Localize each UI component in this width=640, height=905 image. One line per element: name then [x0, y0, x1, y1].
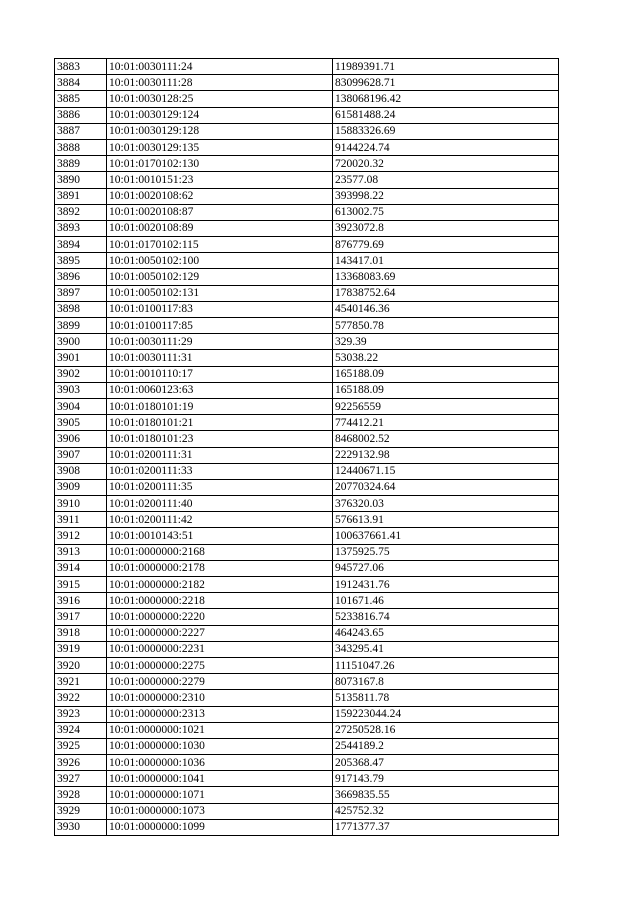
row-number-cell: 3906	[55, 431, 107, 447]
cadastral-number-cell: 10:01:0030111:29	[107, 334, 333, 350]
row-number-cell: 3889	[55, 156, 107, 172]
row-number-cell: 3892	[55, 204, 107, 220]
value-cell: 3669835.55	[333, 787, 559, 803]
cadastral-number-cell: 10:01:0000000:2310	[107, 690, 333, 706]
table-row	[55, 220, 559, 236]
table-row	[55, 204, 559, 220]
table-row	[55, 544, 559, 560]
cadastral-number-cell: 10:01:0030111:24	[107, 59, 333, 75]
value-cell: 17838752.64	[333, 285, 559, 301]
table-row	[55, 269, 559, 285]
table-row	[55, 609, 559, 625]
row-number-cell: 3919	[55, 641, 107, 657]
row-number-cell: 3900	[55, 334, 107, 350]
value-cell: 8073167.8	[333, 674, 559, 690]
table-row	[55, 722, 559, 738]
value-cell: 425752.32	[333, 803, 559, 819]
value-cell: 613002.75	[333, 204, 559, 220]
table-row	[55, 787, 559, 803]
value-cell: 159223044.24	[333, 706, 559, 722]
cadastral-number-cell: 10:01:0000000:2168	[107, 544, 333, 560]
cadastral-number-cell: 10:01:0000000:1030	[107, 738, 333, 754]
value-cell: 464243.65	[333, 625, 559, 641]
row-number-cell: 3908	[55, 463, 107, 479]
value-cell: 101671.46	[333, 593, 559, 609]
row-number-cell: 3904	[55, 398, 107, 414]
cadastral-number-cell: 10:01:0200111:35	[107, 479, 333, 495]
cadastral-number-cell: 10:01:0030129:124	[107, 107, 333, 123]
row-number-cell: 3926	[55, 755, 107, 771]
row-number-cell: 3918	[55, 625, 107, 641]
row-number-cell: 3922	[55, 690, 107, 706]
cadastral-number-cell: 10:01:0000000:2220	[107, 609, 333, 625]
value-cell: 2229132.98	[333, 447, 559, 463]
row-number-cell: 3896	[55, 269, 107, 285]
row-number-cell: 3886	[55, 107, 107, 123]
value-cell: 917143.79	[333, 771, 559, 787]
table-row	[55, 398, 559, 414]
row-number-cell: 3884	[55, 75, 107, 91]
row-number-cell: 3915	[55, 577, 107, 593]
cadastral-number-cell: 10:01:0000000:2218	[107, 593, 333, 609]
row-number-cell: 3898	[55, 301, 107, 317]
row-number-cell: 3905	[55, 415, 107, 431]
table-row	[55, 123, 559, 139]
value-cell: 138068196.42	[333, 91, 559, 107]
table-row	[55, 91, 559, 107]
value-cell: 5135811.78	[333, 690, 559, 706]
value-cell: 8468002.52	[333, 431, 559, 447]
cadastral-number-cell: 10:01:0020108:62	[107, 188, 333, 204]
cadastral-number-cell: 10:01:0000000:2182	[107, 577, 333, 593]
row-number-cell: 3883	[55, 59, 107, 75]
cadastral-number-cell: 10:01:0180101:23	[107, 431, 333, 447]
table-row	[55, 188, 559, 204]
value-cell: 376320.03	[333, 496, 559, 512]
table-row	[55, 382, 559, 398]
value-cell: 3923072.8	[333, 220, 559, 236]
row-number-cell: 3910	[55, 496, 107, 512]
row-number-cell: 3897	[55, 285, 107, 301]
row-number-cell: 3887	[55, 123, 107, 139]
value-cell: 576613.91	[333, 512, 559, 528]
value-cell: 2544189.2	[333, 738, 559, 754]
table-row	[55, 625, 559, 641]
table-row	[55, 156, 559, 172]
row-number-cell: 3917	[55, 609, 107, 625]
table-row	[55, 431, 559, 447]
row-number-cell: 3912	[55, 528, 107, 544]
row-number-cell: 3893	[55, 220, 107, 236]
table-row	[55, 657, 559, 673]
value-cell: 165188.09	[333, 366, 559, 382]
value-cell: 577850.78	[333, 318, 559, 334]
table-row	[55, 139, 559, 155]
value-cell: 13368083.69	[333, 269, 559, 285]
cadastral-number-cell: 10:01:0010151:23	[107, 172, 333, 188]
table-row	[55, 366, 559, 382]
value-cell: 5233816.74	[333, 609, 559, 625]
cadastral-number-cell: 10:01:0000000:2178	[107, 560, 333, 576]
cadastral-number-cell: 10:01:0000000:1073	[107, 803, 333, 819]
cadastral-number-cell: 10:01:0020108:89	[107, 220, 333, 236]
value-cell: 4540146.36	[333, 301, 559, 317]
table-row	[55, 803, 559, 819]
value-cell: 53038.22	[333, 350, 559, 366]
table-row	[55, 819, 559, 835]
table-row	[55, 528, 559, 544]
value-cell: 165188.09	[333, 382, 559, 398]
table-row	[55, 334, 559, 350]
cadastral-number-cell: 10:01:0000000:1071	[107, 787, 333, 803]
cadastral-number-cell: 10:01:0000000:2279	[107, 674, 333, 690]
row-number-cell: 3927	[55, 771, 107, 787]
value-cell: 9144224.74	[333, 139, 559, 155]
row-number-cell: 3888	[55, 139, 107, 155]
cadastral-number-cell: 10:01:0010143:51	[107, 528, 333, 544]
cadastral-number-cell: 10:01:0010110:17	[107, 366, 333, 382]
row-number-cell: 3913	[55, 544, 107, 560]
cadastral-number-cell: 10:01:0170102:115	[107, 237, 333, 253]
value-cell: 61581488.24	[333, 107, 559, 123]
table-row	[55, 593, 559, 609]
row-number-cell: 3930	[55, 819, 107, 835]
row-number-cell: 3929	[55, 803, 107, 819]
value-cell: 100637661.41	[333, 528, 559, 544]
row-number-cell: 3894	[55, 237, 107, 253]
cadastral-number-cell: 10:01:0000000:1036	[107, 755, 333, 771]
value-cell: 15883326.69	[333, 123, 559, 139]
cadastral-number-cell: 10:01:0000000:2313	[107, 706, 333, 722]
table-row	[55, 496, 559, 512]
row-number-cell: 3885	[55, 91, 107, 107]
row-number-cell: 3920	[55, 657, 107, 673]
cadastral-number-cell: 10:01:0000000:1099	[107, 819, 333, 835]
value-cell: 393998.22	[333, 188, 559, 204]
row-number-cell: 3924	[55, 722, 107, 738]
row-number-cell: 3895	[55, 253, 107, 269]
table-row	[55, 560, 559, 576]
cadastral-number-cell: 10:01:0050102:129	[107, 269, 333, 285]
cadastral-number-cell: 10:01:0000000:2231	[107, 641, 333, 657]
cadastral-number-cell: 10:01:0030111:31	[107, 350, 333, 366]
value-cell: 20770324.64	[333, 479, 559, 495]
table-row	[55, 706, 559, 722]
row-number-cell: 3916	[55, 593, 107, 609]
value-cell: 1771377.37	[333, 819, 559, 835]
cadastral-number-cell: 10:01:0200111:40	[107, 496, 333, 512]
cadastral-number-cell: 10:01:0100117:83	[107, 301, 333, 317]
value-cell: 1375925.75	[333, 544, 559, 560]
cadastral-number-cell: 10:01:0060123:63	[107, 382, 333, 398]
row-number-cell: 3890	[55, 172, 107, 188]
table-row	[55, 285, 559, 301]
value-cell: 23577.08	[333, 172, 559, 188]
cadastral-number-cell: 10:01:0000000:1041	[107, 771, 333, 787]
cadastral-number-cell: 10:01:0050102:131	[107, 285, 333, 301]
value-cell: 720020.32	[333, 156, 559, 172]
cadastral-number-cell: 10:01:0200111:33	[107, 463, 333, 479]
row-number-cell: 3907	[55, 447, 107, 463]
value-cell: 1912431.76	[333, 577, 559, 593]
cadastral-number-cell: 10:01:0180101:19	[107, 398, 333, 414]
table-row	[55, 318, 559, 334]
table-body	[55, 59, 559, 836]
cadastral-number-cell: 10:01:0050102:100	[107, 253, 333, 269]
value-cell: 205368.47	[333, 755, 559, 771]
cadastral-number-cell: 10:01:0030129:135	[107, 139, 333, 155]
value-cell: 92256559	[333, 398, 559, 414]
cadastral-number-cell: 10:01:0100117:85	[107, 318, 333, 334]
table-row	[55, 237, 559, 253]
row-number-cell: 3921	[55, 674, 107, 690]
row-number-cell: 3911	[55, 512, 107, 528]
value-cell: 83099628.71	[333, 75, 559, 91]
value-cell: 143417.01	[333, 253, 559, 269]
value-cell: 12440671.15	[333, 463, 559, 479]
row-number-cell: 3903	[55, 382, 107, 398]
value-cell: 343295.41	[333, 641, 559, 657]
cadastral-number-cell: 10:01:0030128:25	[107, 91, 333, 107]
row-number-cell: 3923	[55, 706, 107, 722]
value-cell: 11151047.26	[333, 657, 559, 673]
row-number-cell: 3901	[55, 350, 107, 366]
value-cell: 774412.21	[333, 415, 559, 431]
table-row	[55, 674, 559, 690]
row-number-cell: 3928	[55, 787, 107, 803]
table-row	[55, 738, 559, 754]
table-row	[55, 463, 559, 479]
value-cell: 11989391.71	[333, 59, 559, 75]
table-row	[55, 172, 559, 188]
table-row	[55, 641, 559, 657]
row-number-cell: 3891	[55, 188, 107, 204]
value-cell: 329.39	[333, 334, 559, 350]
row-number-cell: 3909	[55, 479, 107, 495]
table-row	[55, 75, 559, 91]
table-row	[55, 447, 559, 463]
table-row	[55, 107, 559, 123]
table-row	[55, 479, 559, 495]
cadastral-number-cell: 10:01:0200111:42	[107, 512, 333, 528]
cadastral-number-cell: 10:01:0030129:128	[107, 123, 333, 139]
table-row	[55, 415, 559, 431]
value-cell: 27250528.16	[333, 722, 559, 738]
table-row	[55, 577, 559, 593]
cadastral-number-cell: 10:01:0000000:1021	[107, 722, 333, 738]
cadastral-number-cell: 10:01:0030111:28	[107, 75, 333, 91]
cadastral-number-cell: 10:01:0020108:87	[107, 204, 333, 220]
row-number-cell: 3914	[55, 560, 107, 576]
row-number-cell: 3902	[55, 366, 107, 382]
table-row	[55, 512, 559, 528]
cadastral-number-cell: 10:01:0000000:2275	[107, 657, 333, 673]
table-row	[55, 755, 559, 771]
table-row	[55, 350, 559, 366]
table-row	[55, 771, 559, 787]
table-row	[55, 59, 559, 75]
value-cell: 876779.69	[333, 237, 559, 253]
table-row	[55, 301, 559, 317]
row-number-cell: 3899	[55, 318, 107, 334]
row-number-cell: 3925	[55, 738, 107, 754]
table-row	[55, 690, 559, 706]
cadastral-number-cell: 10:01:0170102:130	[107, 156, 333, 172]
cadastral-number-cell: 10:01:0180101:21	[107, 415, 333, 431]
cadastral-number-cell: 10:01:0000000:2227	[107, 625, 333, 641]
cadastral-number-cell: 10:01:0200111:31	[107, 447, 333, 463]
table-row	[55, 253, 559, 269]
value-cell: 945727.06	[333, 560, 559, 576]
data-table	[54, 58, 559, 836]
